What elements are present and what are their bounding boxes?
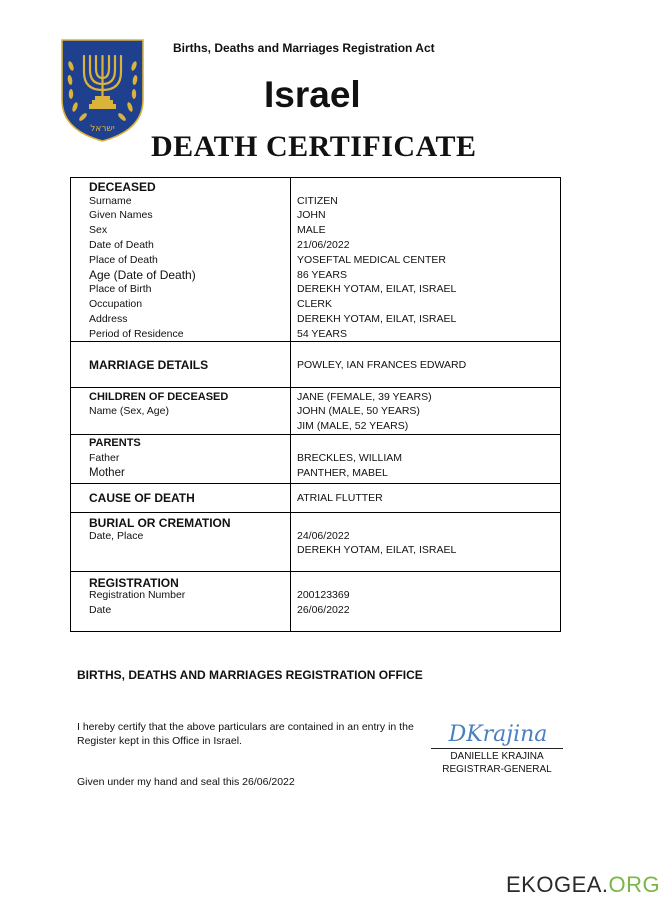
deceased-surname-value: CITIZEN — [297, 195, 338, 207]
deceased-occupation-label: Occupation — [89, 298, 143, 310]
marriage-value: POWLEY, IAN FRANCES EDWARD — [297, 359, 467, 371]
table-divider — [70, 483, 561, 484]
watermark-logo — [506, 872, 660, 898]
deceased-residence-label: Period of Residence — [89, 328, 184, 340]
registration-heading: REGISTRATION — [89, 576, 179, 590]
country-title: Israel — [264, 74, 361, 115]
children-label: Name (Sex, Age) — [89, 405, 169, 417]
deceased-date-of-death-value: 21/06/2022 — [297, 239, 350, 251]
deceased-given-names-label: Given Names — [89, 209, 153, 221]
registrar-signature — [434, 714, 562, 750]
document-title: DEATH CERTIFICATE — [151, 130, 477, 163]
signature-text: DKrajina — [448, 722, 548, 747]
deceased-age-value: 86 YEARS — [297, 269, 348, 281]
table-divider — [70, 341, 561, 342]
deceased-address-value: DEREKH YOTAM, EILAT, ISRAEL — [297, 313, 457, 325]
certification-text: I hereby certify that the above particulars are contained in an entry in the Register kept in this Office in Israel. — [77, 721, 414, 747]
deceased-residence-value: 54 YEARS — [297, 328, 348, 340]
state-emblem — [59, 38, 146, 143]
watermark-accent: ORG — [608, 872, 660, 897]
registrar-name: DANIELLE KRAJINA — [450, 751, 544, 762]
given-under-hand-text: Given under my hand and seal this 26/06/2022 — [77, 776, 295, 788]
deceased-place-of-birth-value: DEREKH YOTAM, EILAT, ISRAEL — [297, 283, 457, 295]
registration-number-value: 200123369 — [297, 589, 350, 601]
deceased-given-names-value: JOHN — [297, 209, 326, 221]
deceased-heading: DECEASED — [89, 180, 156, 194]
deceased-address-label: Address — [89, 313, 128, 325]
registration-office-title: BIRTHS, DEATHS AND MARRIAGES REGISTRATION OFFICE — [77, 668, 423, 682]
table-divider — [70, 571, 561, 572]
burial-place-value: DEREKH YOTAM, EILAT, ISRAEL — [297, 544, 457, 556]
deceased-place-of-death-value: YOSEFTAL MEDICAL CENTER — [297, 254, 446, 266]
deceased-sex-value: MALE — [297, 224, 326, 236]
children-heading: CHILDREN OF DECEASED — [89, 391, 229, 403]
emblem-inscription: ישראל — [90, 124, 115, 134]
marriage-heading: MARRIAGE DETAILS — [89, 358, 209, 372]
table-column-divider — [290, 177, 291, 632]
burial-label: Date, Place — [89, 530, 144, 542]
registration-date-label: Date — [89, 604, 112, 616]
child-value: JANE (FEMALE, 39 YEARS) — [297, 391, 432, 403]
cause-heading: CAUSE OF DEATH — [89, 491, 195, 505]
table-divider — [70, 512, 561, 513]
child-value: JOHN (MALE, 50 YEARS) — [297, 405, 420, 417]
table-divider — [70, 387, 561, 388]
signature-line — [431, 748, 563, 749]
act-title: Births, Deaths and Marriages Registration Act — [173, 41, 435, 55]
father-value: BRECKLES, WILLIAM — [297, 452, 403, 464]
deceased-place-of-death-label: Place of Death — [89, 254, 158, 266]
deceased-surname-label: Surname — [89, 195, 132, 207]
deceased-sex-label: Sex — [89, 224, 108, 236]
child-value: JIM (MALE, 52 YEARS) — [297, 420, 409, 432]
registration-number-label: Registration Number — [89, 589, 186, 601]
table-divider — [70, 434, 561, 435]
parents-heading: PARENTS — [89, 437, 141, 449]
mother-value: PANTHER, MABEL — [297, 467, 388, 479]
cause-value: ATRIAL FLUTTER — [297, 492, 383, 504]
deceased-age-label: Age (Date of Death) — [89, 268, 196, 282]
registration-date-value: 26/06/2022 — [297, 604, 350, 616]
deceased-place-of-birth-label: Place of Birth — [89, 283, 152, 295]
deceased-date-of-death-label: Date of Death — [89, 239, 154, 251]
burial-date-value: 24/06/2022 — [297, 530, 350, 542]
burial-heading: BURIAL OR CREMATION — [89, 516, 231, 530]
deceased-occupation-value: CLERK — [297, 298, 333, 310]
mother-label: Mother — [89, 467, 125, 479]
registrar-title: REGISTRAR-GENERAL — [442, 764, 552, 775]
father-label: Father — [89, 452, 120, 464]
watermark-main: EKOGEA. — [506, 872, 609, 897]
